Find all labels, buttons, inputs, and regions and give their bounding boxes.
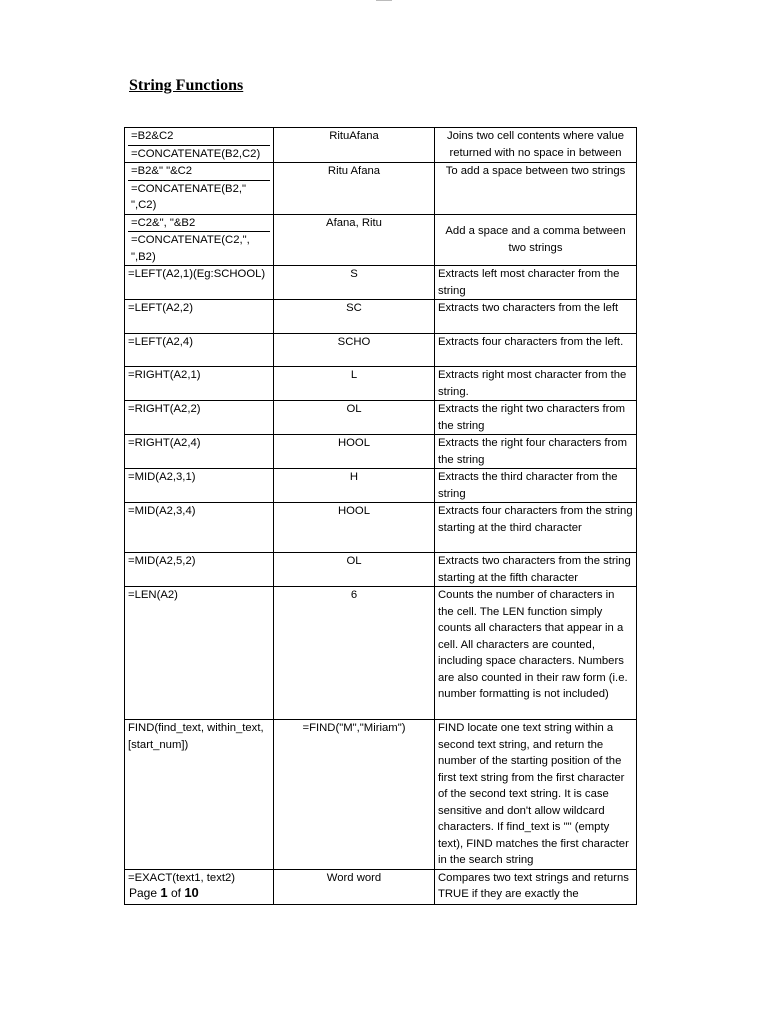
- table-row: [125, 367, 637, 401]
- formula-cell: =LEFT(A2,4): [125, 334, 274, 367]
- description-cell: Compares two text strings and returns TRUE if they are exactly the: [435, 869, 637, 904]
- formula-cell: [125, 214, 274, 266]
- table-row: [125, 469, 637, 503]
- formula-cell: =MID(A2,3,1): [125, 469, 274, 503]
- formula-cell: [125, 163, 274, 215]
- result-cell: SC: [274, 300, 435, 334]
- table-row: [125, 435, 637, 469]
- formula-cell: FIND(find_text, within_text, [start_num]): [125, 720, 274, 870]
- result-cell: =FIND("M","Miriam"): [274, 720, 435, 870]
- formula-cell: [125, 128, 274, 163]
- page-footer: [129, 885, 199, 901]
- result-cell: 6: [274, 587, 435, 720]
- description-cell: [435, 587, 637, 720]
- table-row: [125, 587, 637, 720]
- formula-cell: =LEFT(A2,2): [125, 300, 274, 334]
- result-cell: Word word: [274, 869, 435, 904]
- table-row: [125, 503, 637, 553]
- page-label: Page: [129, 886, 158, 900]
- formula-line: =CONCATENATE(B2," ",C2): [128, 180, 270, 214]
- result-cell: OL: [274, 401, 435, 435]
- description-line: Counts the number of characters in the cell.: [438, 589, 615, 618]
- result-cell: HOOL: [274, 503, 435, 553]
- formula-line: [128, 231, 270, 265]
- formula-cell: =LEN(A2): [125, 587, 274, 720]
- description-cell: Extracts two characters from the left: [435, 300, 637, 334]
- of-label: of: [170, 886, 181, 900]
- result-cell: Ritu Afana: [274, 163, 435, 215]
- description-cell: Extracts the third character from the string: [435, 469, 637, 503]
- description-cell: Extracts the right two characters from the string: [435, 401, 637, 435]
- result-cell: L: [274, 367, 435, 401]
- formula-cell: =RIGHT(A2,1): [125, 367, 274, 401]
- description-line: The LEN function simply counts all characters that appear in a cell. All characters are counted, including space characters. Numbers are also counted in their raw form (i.e. number formatting is not included): [438, 605, 628, 700]
- table-row: [125, 401, 637, 435]
- page-title: String Functions: [129, 77, 244, 94]
- result-cell: S: [274, 266, 435, 300]
- string-functions-table: [124, 127, 637, 905]
- description-cell: Joins two cell contents where value returned with no space in between: [435, 128, 637, 163]
- result-cell: Afana, Ritu: [274, 214, 435, 266]
- formula-line: =CONCATENATE(B2,C2): [128, 145, 270, 163]
- formula-cell: =EXACT(text1, text2): [125, 869, 274, 904]
- description-cell: Extracts the right four characters from the string: [435, 435, 637, 469]
- table-row: [125, 869, 637, 904]
- table-row: [125, 300, 637, 334]
- formula-line: =C2&", "&B2: [131, 216, 196, 229]
- description-cell: Extracts right most character from the string.: [435, 367, 637, 401]
- table-row: [125, 720, 637, 870]
- formula-cell: =RIGHT(A2,4): [125, 435, 274, 469]
- description-cell: Extracts four characters from the string starting at the third character: [435, 503, 637, 553]
- result-cell: RituAfana: [274, 128, 435, 163]
- formula-line: =B2&C2: [131, 130, 174, 142]
- page-number: 1: [160, 885, 168, 900]
- result-cell: SCHO: [274, 334, 435, 367]
- description-cell: Extracts four characters from the left.: [435, 334, 637, 367]
- table-row: [125, 214, 637, 266]
- table-row: [125, 128, 637, 163]
- table-row: [125, 553, 637, 587]
- description-cell: To add a space between two strings: [435, 163, 637, 215]
- result-cell: HOOL: [274, 435, 435, 469]
- description-cell: Extracts two characters from the string starting at the fifth character: [435, 553, 637, 587]
- table-row: [125, 334, 637, 367]
- formula-cell: =MID(A2,3,4): [125, 503, 274, 553]
- formula-line-part: =CONCATENATE(C2,",: [131, 234, 250, 246]
- total-pages: 10: [184, 885, 199, 900]
- table-row: [125, 266, 637, 300]
- description-cell: Extracts left most character from the string: [435, 266, 637, 300]
- description-cell: Add a space and a comma between two strings: [435, 214, 637, 266]
- formula-cell: =RIGHT(A2,2): [125, 401, 274, 435]
- result-cell: H: [274, 469, 435, 503]
- result-cell: OL: [274, 553, 435, 587]
- formula-line-part: ",B2): [131, 250, 156, 263]
- table-row: [125, 163, 637, 215]
- top-mark: [376, 0, 392, 1]
- description-cell: FIND locate one text string within a second text string, and return the number of the starting position of the first text string from the first character of the second text string. It is case sensitive and don't allow wildcard characters. If find_text is "" (empty text), FIND matches the first character in the search string: [435, 720, 637, 870]
- formula-line: =B2&" "&C2: [131, 165, 193, 177]
- formula-cell: =LEFT(A2,1)(Eg:SCHOOL): [125, 266, 274, 300]
- formula-cell: =MID(A2,5,2): [125, 553, 274, 587]
